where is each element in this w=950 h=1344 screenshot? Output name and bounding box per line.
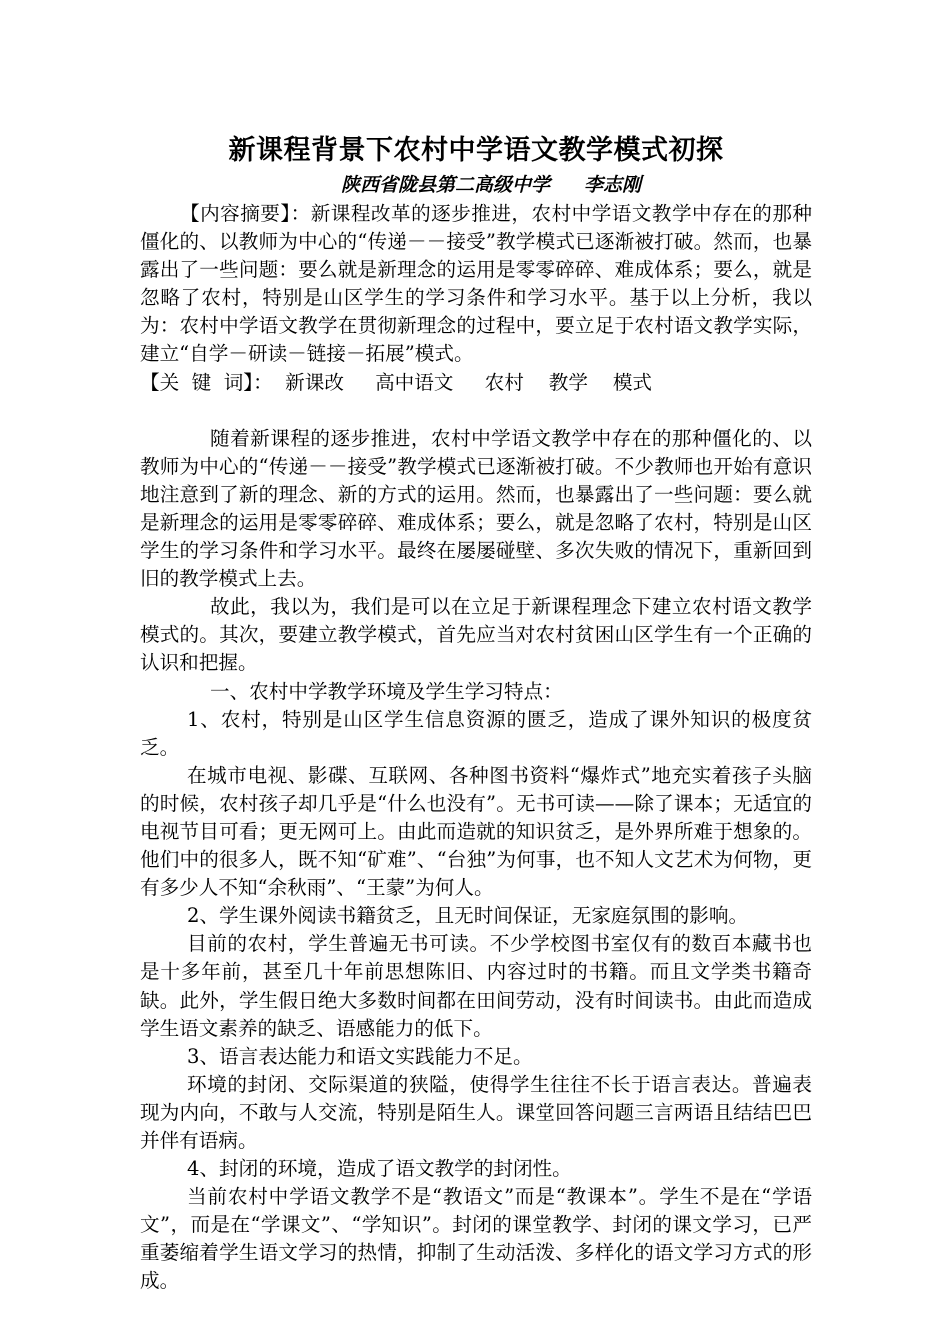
keywords-label: 【关 键 词】： — [140, 370, 273, 394]
body-paragraph: 随着新课程的逐步推进，农村中学语文教学中存在的那种僵化的、以教师为中心的“传递－－接受”教学模式已逐渐被打破。不少教师也开始有意识地注意到了新的理念、新的方式的运用。然而，也暴露出了一些问题：要么就是新理念的运用是零零碎碎、难成体系；要么，就是忽略了农村，特别是山区学生的学习条件和学习水平。最终在屡屡碰壁、多次失败的情况下，重新回到旧的教学模式上去。 — [140, 426, 812, 591]
subsection-heading: 1、农村，特别是山区学生信息资源的匮乏，造成了课外知识的极度贫乏。 — [140, 707, 812, 759]
keyword-item: 高中语文 — [375, 370, 454, 394]
subsection-heading: 3、语言表达能力和语文实践能力不足。 — [187, 1044, 533, 1068]
keyword-item: 教学 — [548, 370, 588, 394]
keyword-item: 模式 — [612, 370, 653, 394]
body-paragraph: 环境的封闭、交际渠道的狭隘，使得学生往往不长于语言表达。普遍表现为内向，不敢与人交流，特别是陌生人。课堂回答问题三言两语且结结巴巴并伴有语病。 — [140, 1072, 812, 1152]
subsection-heading: 4、封闭的环境，造成了语文教学的封闭性。 — [187, 1157, 572, 1181]
section-heading: 一、农村中学教学环境及学生学习特点： — [210, 679, 563, 703]
keyword-item: 新课改 — [285, 370, 344, 394]
author-name: 李志刚 — [584, 174, 642, 196]
body-paragraph: 在城市电视、影碟、互联网、各种图书资料“爆炸式”地充实着孩子头脑的时候，农村孩子却几乎是“什么也没有”。无书可读——除了课本；无适宜的电视节目可看；更无网可上。由此而造就的知识贫乏，是外界所难于想象的。他们中的很多人，既不知“矿难”、“台独”为何事，也不知人文艺术为何物，更有多少人不知“余秋雨”、“王蒙”为何人。 — [140, 763, 812, 900]
author-school: 陕西省陇县第二高级中学 — [340, 174, 550, 196]
keywords-line — [140, 369, 812, 397]
document-title: 新课程背景下农村中学语文教学模式初探 — [228, 135, 724, 166]
body-paragraph: 目前的农村，学生普遍无书可读。不少学校图书室仅有的数百本藏书也是十多年前，甚至几十年前思想陈旧、内容过时的书籍。而且文学类书籍奇缺。此外，学生假日绝大多数时间都在田间劳动，没有时间读书。由此而造成学生语文素养的缺乏、语感能力的低下。 — [140, 932, 812, 1040]
author-line — [170, 170, 812, 200]
body-paragraph: 当前农村中学语文教学不是“教语文”而是“教课本”。学生不是在“学语文”，而是在“学课文”、“学知识”。封闭的课堂教学、封闭的课文学习，已严重萎缩着学生语文学习的热情，抑制了生动活泼、多样化的语文学习方式的形成。 — [140, 1185, 812, 1293]
abstract-text: ：新课程改革的逐步推进，农村中学语文教学中存在的那种僵化的、以教师为中心的“传递－－接受”教学模式已逐渐被打破。然而，也暴露出了一些问题：要么就是新理念的运用是零零碎碎、难成体系；要么，就是忽略了农村，特别是山区学生的学习条件和学习水平。基于以上分析，我以为：农村中学语文教学在贯彻新理念的过程中，要立足于农村语文教学实际，建立“自学－研读－链接－拓展”模式。 — [140, 202, 813, 366]
body-paragraph: 故此，我以为，我们是可以在立足于新课程理念下建立农村语文教学模式的。其次，要建立教学模式，首先应当对农村贫困山区学生有一个正确的认识和把握。 — [140, 595, 812, 675]
keyword-item: 农村 — [484, 370, 524, 394]
document-page — [140, 132, 812, 1296]
abstract-paragraph — [140, 200, 812, 369]
abstract-label: 【内容摘要】 — [180, 202, 291, 225]
subsection-heading: 2、学生课外阅读书籍贫乏，且无时间保证，无家庭氛围的影响。 — [187, 904, 749, 928]
